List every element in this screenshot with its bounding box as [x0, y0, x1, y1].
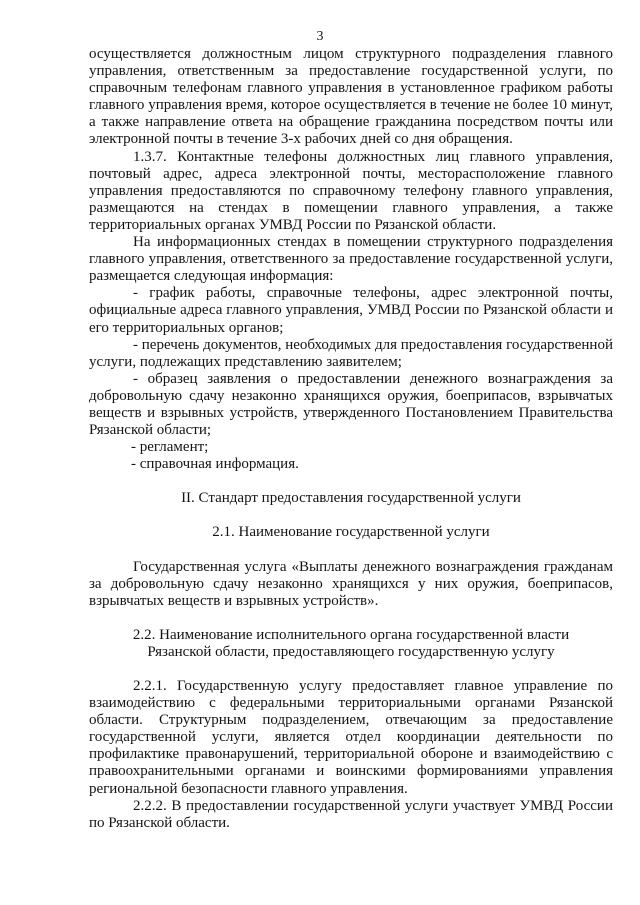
document-body — [89, 46, 613, 832]
page-number: 3 — [316, 29, 324, 44]
paragraph: 1.3.7. Контактные телефоны должностных лиц главного управления, почтовый адрес, адреса электронной почты, месторасположение главного управления предоставляются по справочному телефону главного управления, размещаются на стендах в помещении главного управления, а также территориальных органах УМВД России по Рязанской области. — [89, 148, 613, 233]
subsection-heading: 2.1. Наименование государственной услуги — [212, 524, 490, 541]
list-item: - график работы, справочные телефоны, адрес электронной почты, официальные адреса главного управления, УМВД России по Рязанской области и его территориальных органов; — [89, 285, 613, 336]
paragraph: 2.2.2. В предоставлении государственной услуги участвует УМВД России по Рязанской области. — [89, 797, 613, 831]
paragraph: 2.2.1. Государственную услугу предоставляет главное управление по взаимодействию с федеральными территориальными органами Рязанской области. Структурным подразделением, отвечающим за предоставление государственной услуги, является отдел координации деятельности по профилактике правонарушений, территориальной обороне и взаимодействию с правоохранительными органами и воинскими формированиями управления региональной безопасности главного управления. — [89, 678, 613, 797]
list-item: - образец заявления о предоставлении денежного вознаграждения за добровольную сдачу незаконно хранящихся оружия, боеприпасов, взрывчатых веществ и взрывных устройств, утвержденного Постановлением Правительства Рязанской области; — [89, 370, 613, 439]
paragraph: На информационных стендах в помещении структурного подразделения главного управления, ответственного за предоставление государственной услуги, размещается следующая информация: — [89, 234, 613, 285]
list-item: - регламент; — [131, 439, 209, 456]
subsection-heading-line-1: 2.2. Наименование исполнительного органа государственной власти — [132, 626, 570, 643]
section-heading: II. Стандарт предоставления государственной услуги — [181, 490, 521, 507]
paragraph: осуществляется должностным лицом структурного подразделения главного управления, ответственным за предоставление государственной услуги, по справочным телефонам главного управления в установленное графиком работы главного управления время, которое осуществляется в течение не более 10 минут, а также направление ответа на обращение гражданина посредством почты или электронной почты в течение 3-х рабочих дней со дня обращения. — [89, 46, 613, 148]
paragraph: Государственная услуга «Выплаты денежного вознаграждения гражданам за добровольную сдачу незаконно хранящихся у них оружия, боеприпасов, взрывчатых веществ и взрывных устройств». — [89, 558, 613, 609]
list-item: - перечень документов, необходимых для предоставления государственной услуги, подлежащих представлению заявителем; — [89, 336, 613, 370]
list-item: - справочная информация. — [131, 456, 299, 473]
subsection-heading-line-2: Рязанской области, предоставляющего государственную услугу — [147, 643, 555, 660]
